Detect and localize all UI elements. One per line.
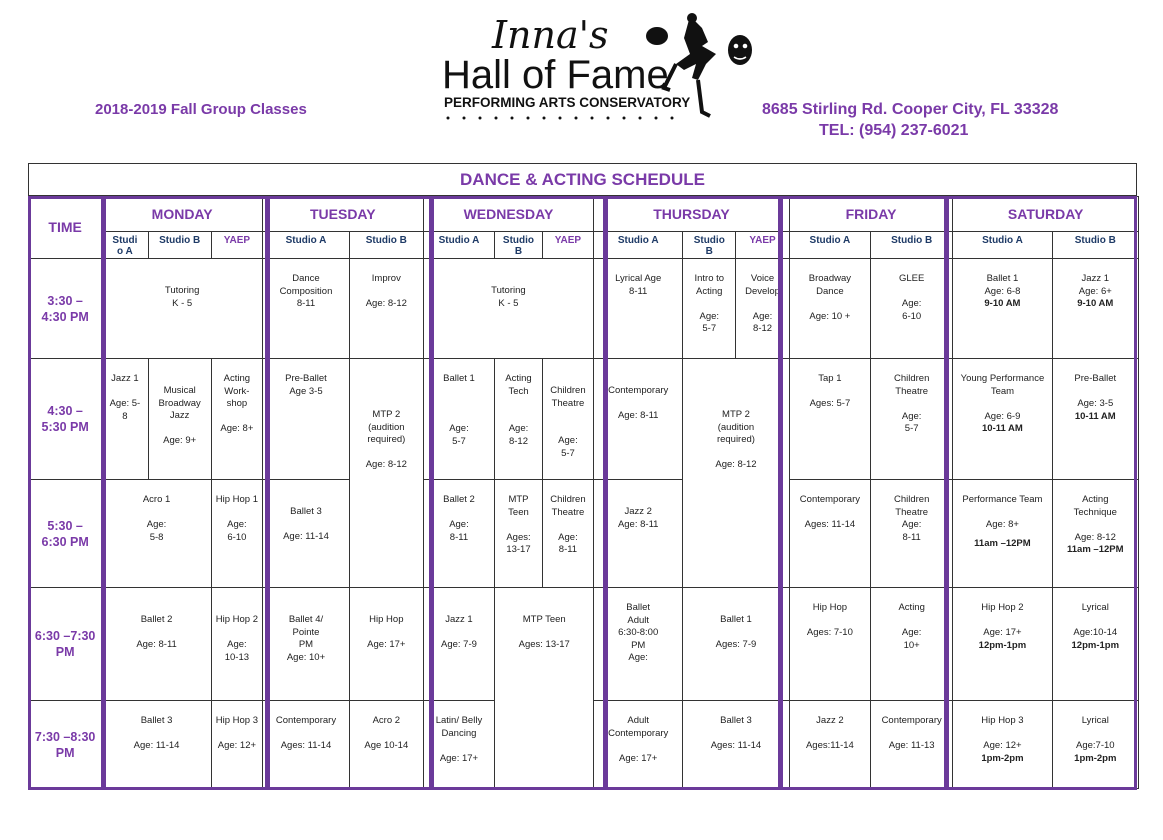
class-cell: Hip Hop Ages: 7-10 [789, 588, 870, 701]
table-row [29, 480, 1139, 588]
studio-header: Studio B [683, 232, 736, 259]
class-cell: Jazz 2 Age: 8-11 [594, 480, 683, 588]
studio-header: YAEP [542, 232, 594, 259]
class-cell: Acro 2 Age 10-14 [350, 701, 424, 789]
class-cell: Ballet 3 Age: 11-14 [262, 480, 349, 588]
class-info: Acting Technique Age: 8-12 [1073, 494, 1117, 543]
class-cell: Intro to Acting Age: 5-7 [683, 259, 736, 359]
phone-number: TEL: (954) 237-6021 [819, 122, 969, 139]
studio-header: Studio B [871, 232, 953, 259]
class-info: Lyrical Age:10-14 [1073, 602, 1118, 638]
class-cell: Jazz 1 Age: 5- 8 [102, 359, 148, 480]
class-cell [953, 359, 1052, 480]
class-info: Performance Team Age: 8+ [962, 494, 1043, 530]
class-cell: Latin/ Belly Dancing Age: 17+ [423, 701, 495, 789]
studio-header: Studio A [594, 232, 683, 259]
day-monday: MONDAY [102, 197, 263, 232]
time-slot: 5:30 – 6:30 PM [29, 480, 102, 588]
class-cell: Hip Hop Age: 17+ [350, 588, 424, 701]
studio-header: Studio A [262, 232, 349, 259]
class-time: 12pm-1pm [1071, 639, 1120, 651]
class-time: 10-11 AM [982, 423, 1023, 434]
studio-header: Studio B [1052, 232, 1138, 259]
class-time: 9-10 AM [1077, 298, 1114, 309]
class-cell: Ballet 4/ Pointe PM Age: 10+ [262, 588, 349, 701]
table-row [29, 588, 1139, 701]
class-cell: Acro 1 Age: 5-8 [102, 480, 212, 588]
schedule [28, 163, 1139, 791]
class-time: 9-10 AM [984, 298, 1021, 309]
class-cell: Ballet 3 Ages: 11-14 [683, 701, 790, 789]
day-friday: FRIDAY [789, 197, 953, 232]
season-title: 2018-2019 Fall Group Classes [95, 101, 307, 118]
class-cell: Ballet 1 Ages: 7-9 [683, 588, 790, 701]
class-cell: Broadway Dance Age: 10 + [789, 259, 870, 359]
class-cell: Pre-Ballet Age 3-5 [262, 359, 349, 480]
class-cell: Ballet 1 Age: 5-7 [423, 359, 495, 480]
class-time: 11am –12PM [974, 537, 1031, 549]
class-cell: Musical Broadway Jazz Age: 9+ [148, 359, 211, 480]
class-time: 1pm-2pm [1074, 752, 1117, 764]
time-slot: 3:30 – 4:30 PM [29, 259, 102, 359]
studio-header: Studio A [423, 232, 495, 259]
class-cell [953, 588, 1052, 701]
class-cell: Voice Develop Age: 8-12 [736, 259, 789, 359]
class-cell: MTP Teen Ages: 13-17 [495, 588, 594, 789]
class-cell: Dance Composition 8-11 [262, 259, 349, 359]
class-cell: Adult Contemporary Age: 17+ [594, 701, 683, 789]
class-cell: Ballet 2 Age: 8-11 [102, 588, 212, 701]
logo-dot-row [447, 117, 674, 120]
class-info: Pre-Ballet Age: 3-5 [1074, 373, 1117, 409]
studio-header: Studio B [148, 232, 211, 259]
class-cell: GLEE Age: 6-10 [871, 259, 953, 359]
time-slot: 6:30 –7:30 PM [29, 588, 102, 701]
class-cell: Acting Tech Age: 8-12 [495, 359, 542, 480]
class-cell: Contemporary Ages: 11-14 [789, 480, 870, 588]
class-cell: MTP Teen Ages: 13-17 [495, 480, 542, 588]
class-cell [1052, 701, 1138, 789]
studio-header: YAEP [736, 232, 789, 259]
studio-header: Studio A [789, 232, 870, 259]
class-info: Jazz 1 Age: 6+ [1078, 273, 1112, 297]
class-cell [953, 701, 1052, 789]
class-cell: Tutoring K - 5 [102, 259, 263, 359]
class-cell: Acting Work- shop Age: 8+ [211, 359, 262, 480]
class-cell: Jazz 2 Ages:11-14 [789, 701, 870, 789]
class-info: Lyrical Age:7-10 [1076, 715, 1115, 751]
class-cell: Hip Hop 3 Age: 12+ [211, 701, 262, 789]
class-cell: MTP 2 (audition required) Age: 8-12 [350, 359, 424, 588]
class-cell [1052, 588, 1138, 701]
class-cell [953, 259, 1052, 359]
class-cell: Tutoring K - 5 [423, 259, 594, 359]
class-time: 1pm-2pm [981, 752, 1024, 764]
studio-header: Studio B [495, 232, 542, 259]
class-info: Hip Hop 3 Age: 12+ [981, 715, 1024, 751]
class-cell: Ballet 2 Age: 8-11 [423, 480, 495, 588]
class-info: Young Performance Team Age: 6-9 [960, 373, 1045, 422]
logo-sub-text: PERFORMING ARTS CONSERVATORY [444, 95, 691, 110]
studio-header: YAEP [211, 232, 262, 259]
conservatory-logo [440, 8, 760, 128]
address: 8685 Stirling Rd. Cooper City, FL 33328 [762, 101, 1059, 118]
class-cell: MTP 2 (audition required) Age: 8-12 [683, 359, 790, 588]
logo-script-text: Inna's [492, 13, 609, 57]
studio-header: Studio A [953, 232, 1052, 259]
schedule-grid [28, 196, 1139, 789]
studio-header: Studi o A [102, 232, 148, 259]
class-cell: Improv Age: 8-12 [350, 259, 424, 359]
class-info: Ballet 1 Age: 6-8 [984, 273, 1021, 297]
time-header: TIME [29, 197, 102, 259]
class-cell: Children Theatre Age: 8-11 [542, 480, 594, 588]
time-slot: 4:30 – 5:30 PM [29, 359, 102, 480]
class-cell: Contemporary Age: 8-11 [594, 359, 683, 480]
class-info: Hip Hop 2 Age: 17+ [981, 602, 1024, 638]
studio-header-row [29, 232, 1139, 259]
class-cell: Hip Hop 2 Age: 10-13 [211, 588, 262, 701]
class-cell [1052, 259, 1138, 359]
class-time: 10-11 AM [1074, 410, 1116, 422]
class-cell: Children Theatre Age: 5-7 [542, 359, 594, 480]
class-cell: Contemporary Age: 11-13 [871, 701, 953, 789]
class-cell: Ballet Adult 6:30-8:00 PM Age: [594, 588, 683, 701]
day-saturday: SATURDAY [953, 197, 1139, 232]
class-cell: Tap 1 Ages: 5-7 [789, 359, 870, 480]
day-header-row [29, 197, 1139, 232]
class-cell: Acting Age: 10+ [871, 588, 953, 701]
class-cell: Children Theatre Age: 8-11 [871, 480, 953, 588]
day-tuesday: TUESDAY [262, 197, 423, 232]
class-cell: Children Theatre Age: 5-7 [871, 359, 953, 480]
schedule-title: DANCE & ACTING SCHEDULE [28, 163, 1137, 196]
day-wednesday: WEDNESDAY [423, 197, 594, 232]
time-slot: 7:30 –8:30 PM [29, 701, 102, 789]
class-cell: Hip Hop 1 Age: 6-10 [211, 480, 262, 588]
class-cell: Contemporary Ages: 11-14 [262, 701, 349, 789]
class-cell: Lyrical Age 8-11 [594, 259, 683, 359]
class-cell: Jazz 1 Age: 7-9 [423, 588, 495, 701]
class-time: 12pm-1pm [978, 639, 1027, 651]
class-cell [1052, 359, 1138, 480]
day-thursday: THURSDAY [594, 197, 790, 232]
table-row [29, 259, 1139, 359]
class-cell [1052, 480, 1138, 588]
logo-main-text: Hall of Fame [442, 53, 669, 97]
class-time: 11am –12PM [1067, 544, 1124, 555]
class-cell [953, 480, 1052, 588]
studio-header: Studio B [350, 232, 424, 259]
class-cell: Ballet 3 Age: 11-14 [102, 701, 212, 789]
table-row [29, 359, 1139, 480]
